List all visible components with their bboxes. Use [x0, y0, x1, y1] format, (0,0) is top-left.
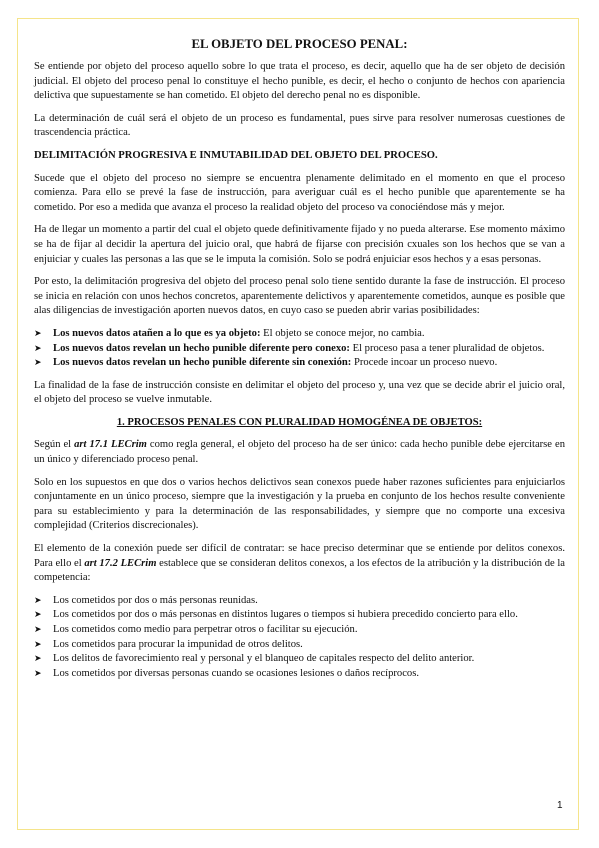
list-item: ➤ Los cometidos por dos o más personas reunidas.	[34, 594, 565, 609]
paragraph-definition: Se entiende por objeto del proceso aquello sobre lo que trata el proceso, es decir, aquello que ha de ser objeto de decisión judicial. El objeto del proceso penal lo constituye el hecho punible, es decir, el hecho o conjunto de hechos con apariencia delictiva que supuestamente se han cometido. El objeto del derecho penal no es disponible.	[34, 61, 565, 102]
list-item: ➤ Los cometidos por diversas personas cuando se ocasiones lesiones o daños recíprocos.	[34, 667, 565, 682]
arrow-bullet-icon: ➤	[34, 639, 42, 650]
connected-crimes-list	[34, 594, 565, 682]
section-heading-plurality: 1. PROCESOS PENALES CON PLURALIDAD HOMOGÉNEA DE OBJETOS:	[116, 416, 483, 428]
arrow-bullet-icon: ➤	[34, 343, 42, 354]
paragraph-progressive-delimitation: Por esto, la delimitación progresiva del objeto del proceso penal solo tiene sentido durante la fase de instrucción. El proceso se inicia en relación con unos hechos concretos, aparentemente delictivos y aparentemente cometidos, aunque es posible que alas diligencias de investigación aporten nuevos datos, en cuyo caso se pueden abrir varias posibilidades:	[34, 276, 565, 317]
list-item: ➤ Los cometidos para procurar la impunidad de otros delitos.	[34, 638, 565, 653]
arrow-bullet-icon: ➤	[34, 328, 42, 339]
paragraph-purpose: La finalidad de la fase de instrucción consiste en delimitar el objeto del proceso y, una vez que se decide abrir el juicio oral, el objeto del proceso se vuelve inmutable.	[34, 379, 565, 406]
arrow-bullet-icon: ➤	[34, 595, 42, 606]
page-number: 1	[557, 800, 563, 811]
legal-reference: art 17.2 LECrim	[84, 557, 157, 569]
list-item: ➤ Los nuevos datos revelan un hecho punible diferente sin conexión: Procede incoar un proceso nuevo.	[34, 356, 565, 371]
paragraph-connected-crimes: Solo en los supuestos en que dos o varios hechos delictivos sean conexos puede haber razones suficientes para enjuiciarlos conjuntamente en un único proceso, siempre que la investigación y la prueba en conjunto de los hechos resulte conveniente para su establecimiento y para la determinación de las responsabilidades, y siempre que no comporte una excesiva complejidad (Criterios discrecionales).	[34, 476, 565, 532]
arrow-bullet-icon: ➤	[34, 654, 42, 665]
list-item: ➤ Los nuevos datos revelan un hecho punible diferente pero conexo: El proceso pasa a tener pluralidad de objetos.	[34, 342, 565, 357]
section-heading-delimitation: DELIMITACIÓN PROGRESIVA E INMUTABILIDAD DEL OBJETO DEL PROCESO.	[34, 149, 438, 161]
paragraph-oral-trial: Ha de llegar un momento a partir del cual el objeto quede definitivamente fijado y no pueda alterarse. Ese momento máximo se ha de fijar al decidir la apertura del juicio oral, que habrá de fijarse con precisión cxuales son los hechos que se van a enjuiciar y cuales las personas a las que se le imputa la comisión. Solo se podrá enjuiciar esos hechos y a esas personas.	[34, 224, 565, 265]
list-item: ➤ Los delitos de favorecimiento real y personal y el blanqueo de capitales respecto del delito anterior.	[34, 652, 565, 667]
arrow-bullet-icon: ➤	[34, 610, 42, 621]
document-title: EL OBJETO DEL PROCESO PENAL:	[191, 37, 408, 51]
arrow-bullet-icon: ➤	[34, 668, 42, 679]
arrow-bullet-icon: ➤	[34, 625, 42, 635]
paragraph-connection-element: El elemento de la conexión puede ser difícil de contratar: se hace preciso determinar que se entiende por delitos conexos. Para ello el art 17.2 LECrim establece que se consideran delitos conexos, a los efectos de la atribución y la distribución de la competencia:	[34, 543, 565, 584]
legal-reference: art 17.1 LECrim	[74, 439, 147, 451]
list-item: ➤ Los nuevos datos atañen a lo que es ya objeto: El objeto se conoce mejor, no cambia.	[34, 327, 565, 342]
list-item: ➤ Los cometidos como medio para perpetrar otros o facilitar su ejecución.	[34, 623, 565, 638]
paragraph-general-rule: Según el art 17.1 LECrim como regla general, el objeto del proceso ha de ser único: cada hecho punible debe ejercitarse en un único y diferenciado proceso penal.	[34, 439, 565, 466]
paragraph-instruction-phase: Sucede que el objeto del proceso no siempre se encuentra plenamente delimitado en el momento en que el proceso comienza. Para ello se prevé la fase de instrucción, para averiguar cuál es el hecho punible que aparentemente se ha cometido. Por eso a medida que avanza el proceso la realidad objeto del proceso va conociéndose más y mejor.	[34, 172, 565, 213]
arrow-bullet-icon: ➤	[34, 358, 42, 369]
document-body	[34, 36, 565, 689]
possibilities-list	[34, 327, 565, 371]
paragraph-importance: La determinación de cuál será el objeto de un proceso es fundamental, pues sirve para resolver numerosas cuestiones de trascendencia práctica.	[34, 112, 565, 139]
list-item: ➤ Los cometidos por dos o más personas en distintos lugares o tiempos si hubiera precedido concierto para ello.	[34, 608, 565, 623]
